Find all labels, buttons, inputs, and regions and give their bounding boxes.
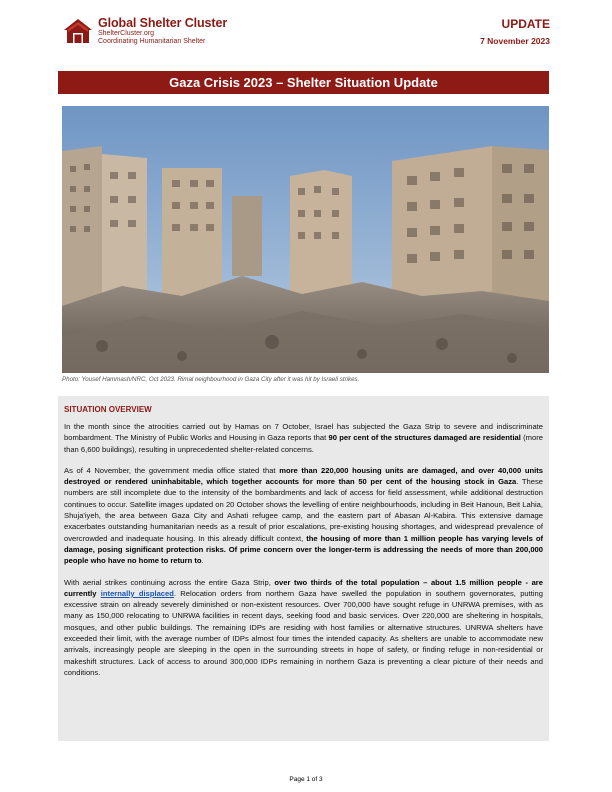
page-title: Gaza Crisis 2023 – Shelter Situation Update [58,71,549,94]
paragraph-2: As of 4 November, the government media office stated that more than 220,000 housing units are damaged, and over 40,000 units destroyed or rendered uninhabitable, which together accounts for more than 50 per cent of the housing stock in Gaza. These numbers are still incomplete due to the intensity of the bombardments and lack of access for field assessment, while additional destruction continues to occur. Satellite images updated on 20 October shows the levelling of entire neighbourhoods, including in Beit Hanoun, Beit Lahia, Shuja'iyeh, the area between Gaza City and Ashati refugee camp, and the eastern part of Abasan Al-Kabira. This extensive damage exacerbates outstanding humanitarian needs as a result of prior escalations, pre-existing housing shortages, and widespread prevalence of overcrowded and inadequate housing. In this already difficult context, the housing of more than 1 million people has varying levels of damage, posing significant protection risks. Of prime concern over the longer-term is addressing the needs of more than 200,000 people who have no home to return to. [64,465,543,566]
destroyed-buildings-photo [62,106,549,373]
org-tagline: Coordinating Humanitarian Shelter [98,38,206,45]
house-logo-icon [62,16,94,46]
org-name: Global Shelter Cluster [98,16,228,30]
page-number: Page 1 of 3 [289,776,323,783]
document-type: UPDATE [501,17,550,31]
document-date: 7 November 2023 [480,36,550,46]
paragraph-1: In the month since the atrocities carried out by Hamas on 7 October, Israel has subjected the Gaza Strip to severe and indiscriminate bombardment. The Ministry of Public Works and Housing in Gaza reports that 90 per cent of the structures damaged are residential (more than 6,600 buildings), resulting in unprecedented shelter-related concerns. [64,422,543,454]
org-url: ShelterCluster.org [98,30,155,37]
situation-overview-panel [58,396,549,741]
photo-caption: Photo: Yousef Hammash/NRC, Oct 2023. Rimal neighbourhood in Gaza City after it was hit by Israeli strikes. [62,376,360,383]
page-header [0,0,612,60]
section-heading: SITUATION OVERVIEW [64,405,152,414]
paragraph-3: With aerial strikes continuing across the entire Gaza Strip, over two thirds of the total population – about 1.5 million people - are currently internally displaced. Relocation orders from northern Gaza have swelled the population in southern governorates, putting excessive strain on already severely diminished or non-existent resources. Over 700,000 have sought refuge in UNRWA premises, with as many as 150,000 relocating to UNRWA facilities in recent days, seeking food and basic services. Over 220,000 are sheltering in hospitals, mosques, and other public buildings. The remaining IDPs are residing with host families or alternative structures. UNRWA shelters have exceeded their limit, with the average number of IDPs almost four times the intended capacity. As shelters are unable to accommodate new arrivals, increasingly people are sleeping in the open in the surrounding streets in hope of safety, or finding refuge in non-residential or makeshift structures. Lack of access to around 300,000 IDPs remaining in northern Gaza is preventing a clear picture of their needs and conditions. [64,577,543,677]
org-logo [98,16,227,46]
internally-displaced-link[interactable]: internally displaced [100,588,174,598]
